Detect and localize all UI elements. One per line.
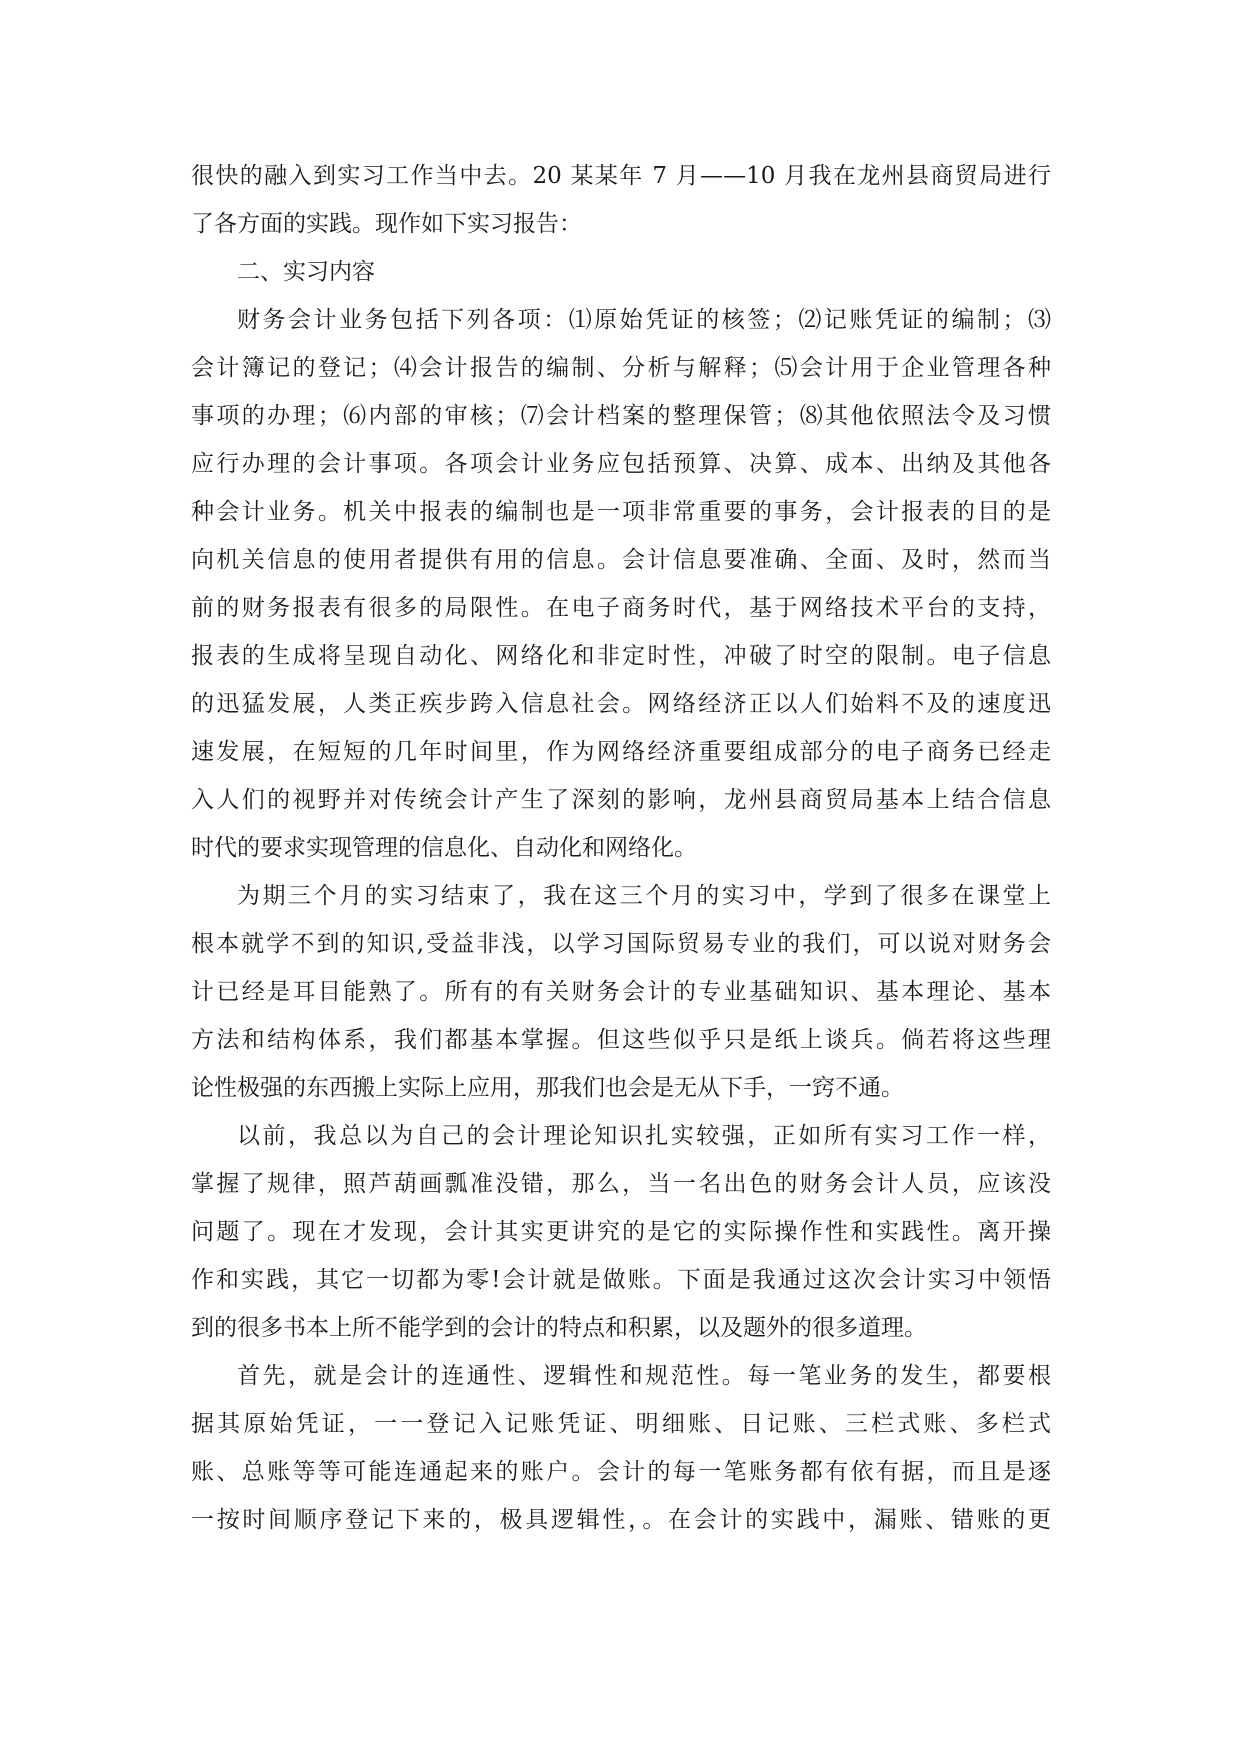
text-line: 向机关信息的使用者提供有用的信息。会计信息要准确、全面、及时，然而当: [191, 547, 1051, 573]
text-line: 作和实践，其它一切都为零!会计就是做账。下面是我通过这次会计实习中领悟: [191, 1267, 1051, 1293]
text-line: 为期三个月的实习结束了，我在这三个月的实习中，学到了很多在课堂上: [237, 883, 1051, 909]
text-line: 了各方面的实践。现作如下实习报告：: [191, 211, 582, 237]
text-line: 种会计业务。机关中报表的编制也是一项非常重要的事务，会计报表的目的是: [191, 499, 1051, 525]
text-line: 问题了。现在才发现，会计其实更讲究的是它的实际操作性和实践性。离开操: [191, 1219, 1051, 1245]
text-line: 时代的要求实现管理的信息化、自动化和网络化。: [191, 835, 697, 861]
text-line: 据其原始凭证，一一登记入记账凭证、明细账、日记账、三栏式账、多栏式: [191, 1411, 1051, 1437]
text-line: 财务会计业务包括下列各项：⑴原始凭证的核签；⑵记账凭证的编制；⑶: [237, 307, 1051, 333]
text-line: 一按时间顺序登记下来的，极具逻辑性，。在会计的实践中，漏账、错账的更: [191, 1507, 1051, 1533]
text-line: 掌握了规律，照芦葫画瓢准没错，那么，当一名出色的财务会计人员，应该没: [191, 1171, 1051, 1197]
text-line: 到的很多书本上所不能学到的会计的特点和积累，以及题外的很多道理。: [191, 1315, 927, 1341]
text-line: 根本就学不到的知识,受益非浅，以学习国际贸易专业的我们，可以说对财务会: [191, 931, 1051, 957]
section-heading-internship-content: [191, 248, 1051, 296]
text-line: 论性极强的东西搬上实际上应用，那我们也会是无从下手，一窍不通。: [191, 1075, 904, 1101]
paragraph-three-months: [191, 872, 1051, 1112]
text-line: 报表的生成将呈现自动化、网络化和非定时性，冲破了时空的限制。电子信息: [191, 643, 1051, 669]
text-line: 速发展，在短短的几年时间里，作为网络经济重要组成部分的电子商务已经走: [191, 739, 1051, 765]
document-page: [191, 152, 1051, 1544]
paragraph-first: [191, 1352, 1051, 1544]
text-line: 应行办理的会计事项。各项会计业务应包括预算、决算、成本、出纳及其他各: [191, 451, 1051, 477]
text-line: 首先，就是会计的连通性、逻辑性和规范性。每一笔业务的发生，都要根: [237, 1363, 1051, 1389]
text-line: 入人们的视野并对传统会计产生了深刻的影响，龙州县商贸局基本上结合信息: [191, 787, 1051, 813]
text-line: 计已经是耳目能熟了。所有的有关财务会计的专业基础知识、基本理论、基本: [191, 979, 1051, 1005]
text-line: 以前，我总以为自己的会计理论知识扎实较强，正如所有实习工作一样，: [237, 1123, 1051, 1149]
text-line: 很快的融入到实习工作当中去。20 某某年 7 月——10 月我在龙州县商贸局进行: [191, 163, 1051, 189]
section-heading: 二、实习内容: [237, 259, 375, 285]
paragraph-intro-continued: [191, 152, 1051, 248]
text-line: 会计簿记的登记；⑷会计报告的编制、分析与解释；⑸会计用于企业管理各种: [191, 355, 1051, 381]
text-line: 事项的办理；⑹内部的审核；⑺会计档案的整理保管；⑻其他依照法令及习惯: [191, 403, 1051, 429]
text-line: 方法和结构体系，我们都基本掌握。但这些似乎只是纸上谈兵。倘若将这些理: [191, 1027, 1051, 1053]
paragraph-previously: [191, 1112, 1051, 1352]
text-line: 前的财务报表有很多的局限性。在电子商务时代，基于网络技术平台的支持，: [191, 595, 1051, 621]
text-line: 的迅猛发展，人类正疾步跨入信息社会。网络经济正以人们始料不及的速度迅: [191, 691, 1051, 717]
paragraph-accounting-business: [191, 296, 1051, 872]
text-line: 账、总账等等可能连通起来的账户。会计的每一笔账务都有依有据，而且是逐: [191, 1459, 1051, 1485]
